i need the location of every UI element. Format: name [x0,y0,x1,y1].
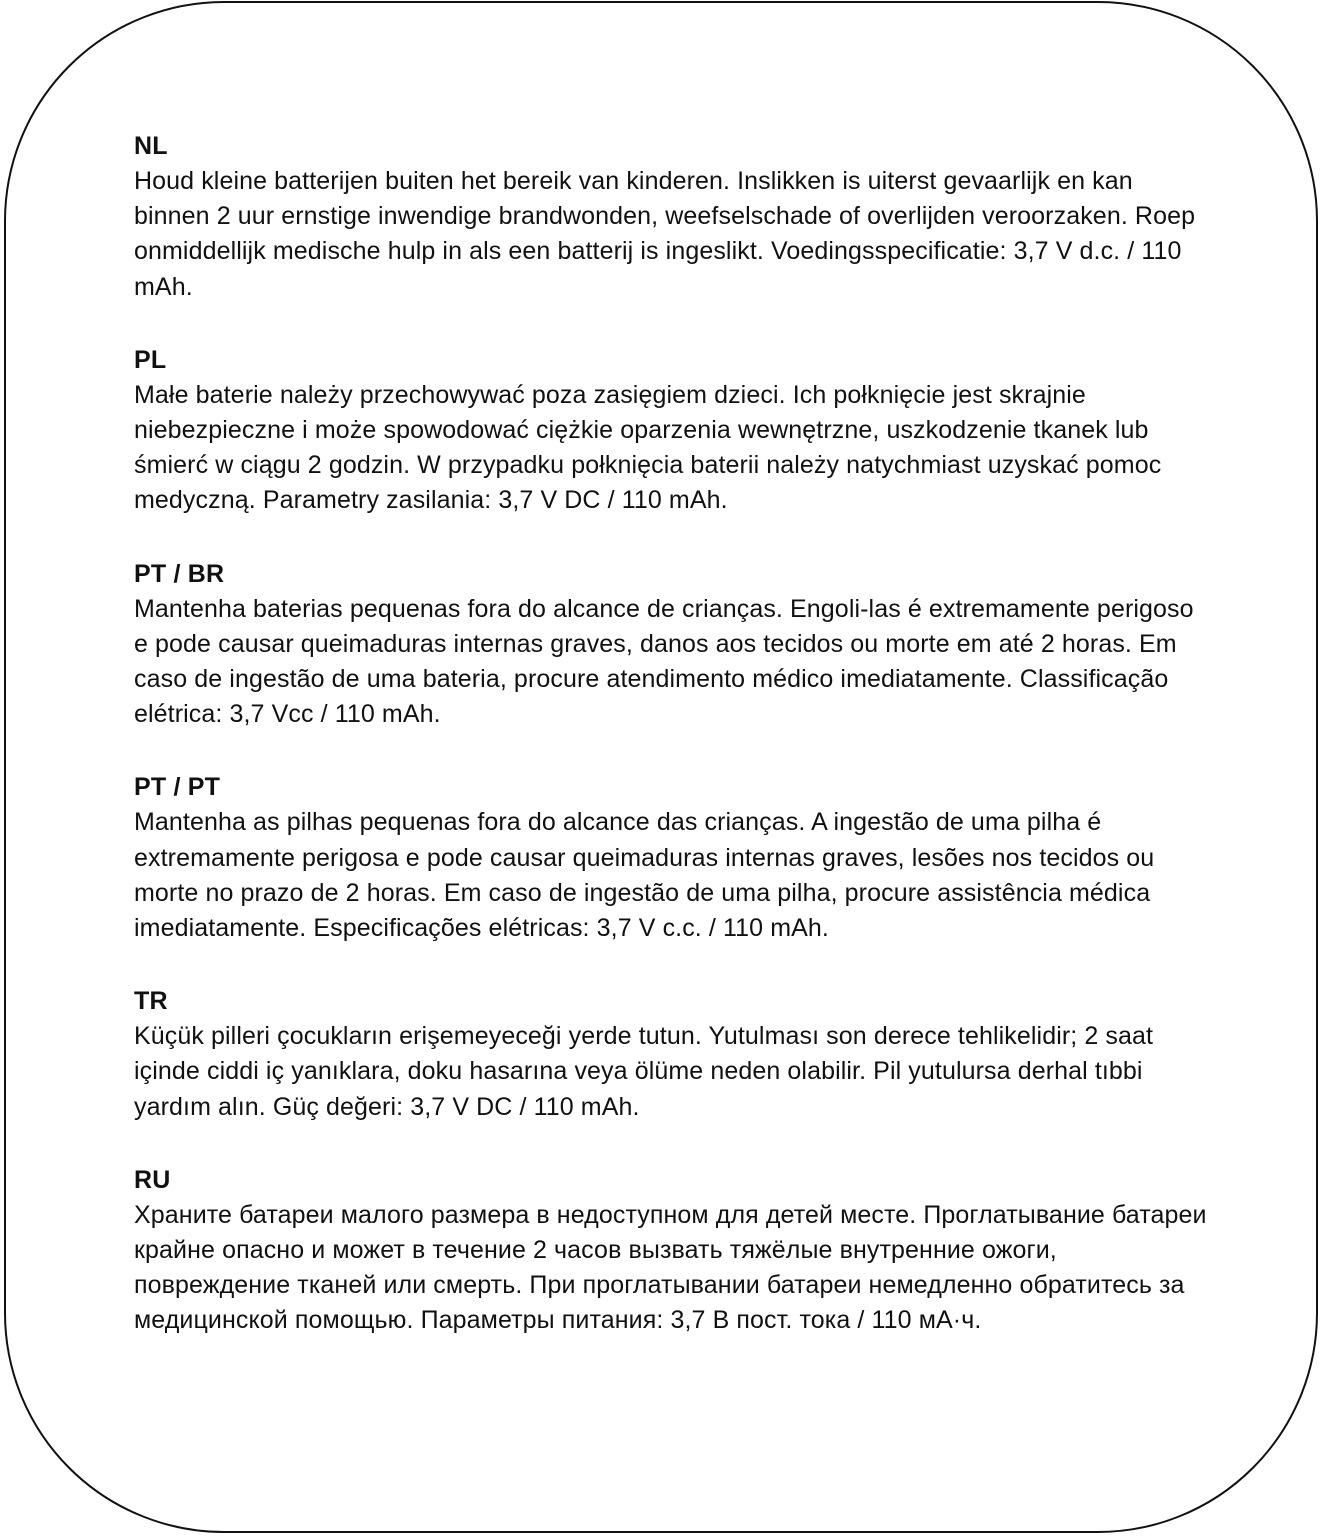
language-code-ru: RU [134,1165,171,1194]
warning-text-pt-pt: Mantenha as pilhas pequenas fora do alcance das crianças. A ingestão de uma pilha é extremamente perigosa e pode causar queimaduras internas graves, lesões nos tecidos ou morte no prazo de 2 horas. Em caso de ingestão de uma pilha, procure assistência médica imediatamente. Especificações elétricas: 3,7 V c.c. / 110 mAh. [134,808,1155,943]
warning-text-ru: Храните батареи малого размера в недоступном для детей месте. Проглатывание батареи крайне опасно и может в течение 2 часов вызвать тяжёлые внутренние ожоги, повреждение тканей или смерть. При проглатывании батареи немедленно обратитесь за медицинской помощью. Параметры питания: 3,7 В пост. тока / 110 мА·ч. [134,1200,1207,1335]
language-code-pt-pt: PT / PT [134,773,221,802]
language-code-pt-br: PT / BR [134,559,225,588]
language-code-nl: NL [134,132,168,160]
section-pl [134,343,1214,519]
section-nl [134,129,1214,305]
warning-text-nl: Houd kleine batterijen buiten het bereik van kinderen. Inslikken is uiterst gevaarlijk en kan binnen 2 uur ernstige inwendige brandwonden, weefselschade of overlijden veroorzaken. Roep onmiddellijk medische hulp in als een batterij is ingeslikt. Voedingsspecificatie: 3,7 V d.c. / 110 mAh. [134,167,1196,301]
warning-text-pt-br: Mantenha baterias pequenas fora do alcance de crianças. Engoli-las é extremamente perigoso e pode causar queimaduras internas graves, danos aos tecidos ou morte em até 2 horas. Em caso de ingestão de uma bateria, procure atendimento médico imediatamente. Classificação elétrica: 3,7 Vcc / 110 mAh. [134,594,1194,729]
warning-content [134,129,1214,1339]
warning-text-pl: Małe baterie należy przechowywać poza zasięgiem dzieci. Ich połknięcie jest skrajnie niebezpieczne i może spowodować ciężkie oparzenia wewnętrzne, uszkodzenie tkanek lub śmierć w ciągu 2 godzin. W przypadku połknięcia baterii należy natychmiast uzyskać pomoc medyczną. Parametry zasilania: 3,7 V DC / 110 mAh. [134,380,1162,515]
section-tr [134,984,1214,1125]
section-pt-pt [134,770,1214,946]
section-ru [134,1163,1214,1339]
section-pt-br [134,557,1214,733]
language-code-pl: PL [134,345,167,374]
warning-label-card [4,1,1318,1533]
warning-text-tr: Küçük pilleri çocukların erişemeyeceği yerde tutun. Yutulması son derece tehlikelidir; 2 saat içinde ciddi iç yanıklara, doku hasarına veya ölüme neden olabilir. Pil yutulursa derhal tıbbi yardım alın. Güç değeri: 3,7 V DC / 110 mAh. [134,1022,1154,1121]
language-code-tr: TR [134,987,168,1016]
